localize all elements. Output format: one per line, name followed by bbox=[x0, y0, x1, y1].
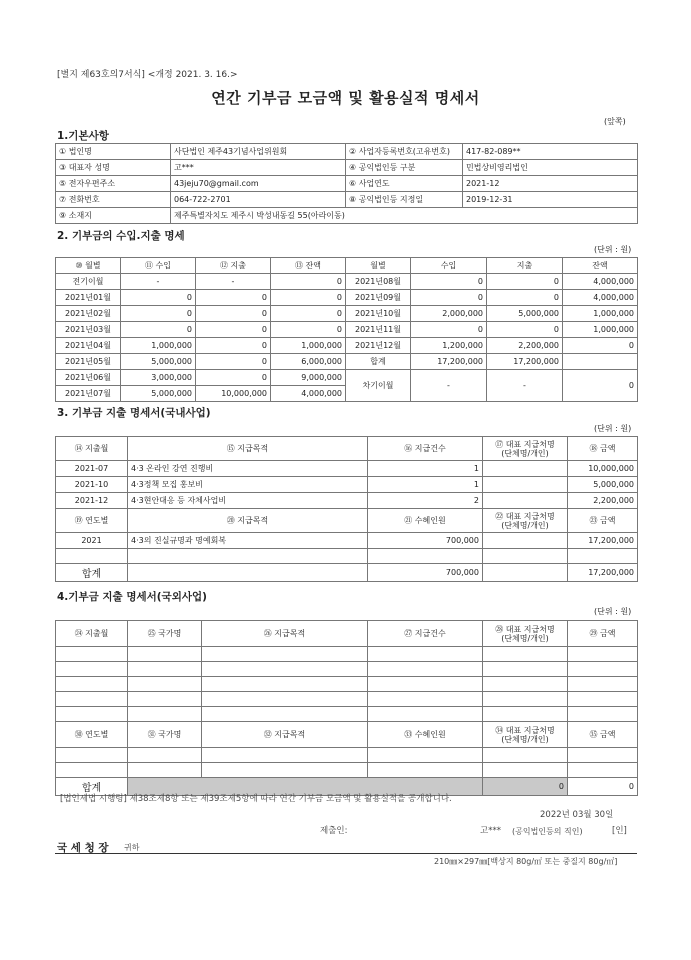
empty-cell bbox=[202, 662, 368, 677]
column-header: ㉜ 지급목적 bbox=[202, 722, 368, 748]
income-row bbox=[56, 274, 638, 290]
expense-cell: 0 bbox=[196, 322, 271, 338]
expense-amount: 10,000,000 bbox=[568, 461, 638, 477]
income-cell: 5,000,000 bbox=[121, 386, 196, 402]
expense-cell: 10,000,000 bbox=[196, 386, 271, 402]
empty-cell bbox=[568, 692, 638, 707]
expense-cell: 0 bbox=[487, 322, 563, 338]
domestic-blank-row bbox=[56, 549, 638, 564]
overseas-blank-row bbox=[56, 748, 638, 763]
income-cell: 0 bbox=[411, 290, 487, 306]
expense-purpose: 4·3현안대응 등 자체사업비 bbox=[128, 493, 368, 509]
empty-cell bbox=[56, 662, 128, 677]
empty-cell bbox=[202, 692, 368, 707]
domestic-row bbox=[56, 477, 638, 493]
column-header: ㉟ 금액 bbox=[568, 722, 638, 748]
section-overseas-heading: 4.기부금 지출 명세서(국외사업) bbox=[57, 591, 207, 603]
month-cell: 2021년02월 bbox=[56, 306, 121, 322]
column-header: ㉗ 지급건수 bbox=[368, 621, 483, 647]
column-header: ⑰ 대표 지급처명 (단체명/개인) bbox=[483, 437, 568, 461]
column-header: ⑩ 월별 bbox=[56, 258, 121, 274]
balance-cell: 0 bbox=[563, 338, 638, 354]
overseas-blank-row bbox=[56, 692, 638, 707]
empty-cell bbox=[56, 707, 128, 722]
domestic-unit: (단위 : 원) bbox=[594, 424, 632, 433]
seal-mark: [인] bbox=[612, 826, 627, 836]
empty-cell bbox=[56, 549, 128, 564]
beneficiaries: 700,000 bbox=[368, 533, 483, 549]
recipient-suffix: 귀하 bbox=[124, 843, 140, 852]
field-value: 43jeju70@gmail.com bbox=[171, 176, 346, 192]
field-label: ③ 대표자 성명 bbox=[56, 160, 171, 176]
empty-cell bbox=[368, 707, 483, 722]
document-title: 연간 기부금 모금액 및 활용실적 명세서 bbox=[211, 89, 480, 107]
empty-cell bbox=[128, 707, 202, 722]
paper-spec: 210㎜×297㎜[백상지 80g/㎡ 또는 중질지 80g/㎡] bbox=[434, 857, 618, 866]
expense-month: 2021-07 bbox=[56, 461, 128, 477]
expense-cell: 5,000,000 bbox=[487, 306, 563, 322]
front-page-label: (앞쪽) bbox=[604, 117, 626, 126]
month-cell: 합계 bbox=[346, 354, 411, 370]
field-label: ④ 공익법인등 구분 bbox=[346, 160, 463, 176]
empty-cell bbox=[483, 677, 568, 692]
overseas-expense-table bbox=[55, 620, 638, 796]
expense-cell: 0 bbox=[196, 338, 271, 354]
income-row bbox=[56, 370, 638, 386]
income-row bbox=[56, 338, 638, 354]
carry-balance: 0 bbox=[563, 370, 638, 402]
expense-purpose: 4·3정책 모집 홍보비 bbox=[128, 477, 368, 493]
column-header: ⑲ 연도별 bbox=[56, 509, 128, 533]
domestic-header2-row bbox=[56, 509, 638, 533]
month-cell: 2021년07월 bbox=[56, 386, 121, 402]
balance-cell: 1,000,000 bbox=[563, 306, 638, 322]
expense-cell: 0 bbox=[196, 354, 271, 370]
expense-year: 2021 bbox=[56, 533, 128, 549]
carry-income: - bbox=[411, 370, 487, 402]
expense-cell: 0 bbox=[196, 290, 271, 306]
empty-cell bbox=[368, 549, 483, 564]
column-header: ⑱ 금액 bbox=[568, 437, 638, 461]
income-header-row bbox=[56, 258, 638, 274]
expense-cell: 0 bbox=[487, 274, 563, 290]
expense-count: 1 bbox=[368, 477, 483, 493]
field-label: ⑤ 전자우편주소 bbox=[56, 176, 171, 192]
section-domestic-heading: 3. 기부금 지출 명세서(국내사업) bbox=[57, 407, 211, 419]
column-header: 지출 bbox=[487, 258, 563, 274]
balance-cell: 0 bbox=[271, 306, 346, 322]
basic-info-row bbox=[56, 176, 638, 192]
section-basic-heading: 1.기본사항 bbox=[57, 130, 109, 142]
domestic-total-row bbox=[56, 564, 638, 582]
empty-cell bbox=[368, 647, 483, 662]
column-header: ⑮ 지급목적 bbox=[128, 437, 368, 461]
empty-cell bbox=[56, 647, 128, 662]
recipient: 국 세 청 장 bbox=[57, 842, 109, 854]
income-row bbox=[56, 322, 638, 338]
field-value: 고*** bbox=[171, 160, 346, 176]
empty-cell bbox=[202, 707, 368, 722]
expense-cell: 0 bbox=[196, 370, 271, 386]
column-header: ㉙ 금액 bbox=[568, 621, 638, 647]
balance-cell: 4,000,000 bbox=[563, 274, 638, 290]
column-header: ⑪ 수입 bbox=[121, 258, 196, 274]
basic-info-table bbox=[55, 143, 638, 224]
empty-cell bbox=[128, 692, 202, 707]
empty-cell bbox=[56, 677, 128, 692]
empty-cell bbox=[483, 692, 568, 707]
expense-count: 1 bbox=[368, 461, 483, 477]
expense-purpose: 4·3 온라인 강연 진행비 bbox=[128, 461, 368, 477]
field-value: 제주특별자치도 제주시 박성내동길 55(아라이동) bbox=[171, 208, 638, 224]
column-header: 잔액 bbox=[563, 258, 638, 274]
empty-cell bbox=[368, 662, 483, 677]
submitter-name: 고*** bbox=[480, 826, 501, 836]
empty-cell bbox=[568, 707, 638, 722]
balance-cell: 1,000,000 bbox=[563, 322, 638, 338]
expense-purpose: 4·3의 진실규명과 명예회복 bbox=[128, 533, 368, 549]
income-cell: 2,000,000 bbox=[411, 306, 487, 322]
empty-cell bbox=[368, 692, 483, 707]
balance-cell: 0 bbox=[271, 322, 346, 338]
balance-cell: 1,000,000 bbox=[271, 338, 346, 354]
expense-cell: 17,200,000 bbox=[487, 354, 563, 370]
empty-cell bbox=[56, 748, 128, 763]
expense-cell: 0 bbox=[196, 306, 271, 322]
balance-cell: 0 bbox=[271, 274, 346, 290]
balance-cell: 4,000,000 bbox=[563, 290, 638, 306]
field-label: ⑥ 사업연도 bbox=[346, 176, 463, 192]
empty-cell bbox=[568, 662, 638, 677]
empty-cell bbox=[368, 748, 483, 763]
expense-payee bbox=[483, 533, 568, 549]
empty-cell bbox=[128, 677, 202, 692]
field-value: 417-82-089** bbox=[463, 144, 638, 160]
income-expense-table bbox=[55, 257, 638, 402]
expense-amount: 2,200,000 bbox=[568, 493, 638, 509]
empty-cell bbox=[483, 662, 568, 677]
column-header: ⑬ 잔액 bbox=[271, 258, 346, 274]
expense-cell: 2,200,000 bbox=[487, 338, 563, 354]
column-header: ㉘ 대표 지급처명 (단체명/개인) bbox=[483, 621, 568, 647]
field-value: 064-722-2701 bbox=[171, 192, 346, 208]
domestic-row bbox=[56, 461, 638, 477]
column-header: 월별 bbox=[346, 258, 411, 274]
empty-cell bbox=[568, 647, 638, 662]
total-amount: 17,200,000 bbox=[568, 564, 638, 582]
column-header: ㉑ 수혜인원 bbox=[368, 509, 483, 533]
total-amount: 0 bbox=[568, 778, 638, 796]
income-cell: 5,000,000 bbox=[121, 354, 196, 370]
total-payee bbox=[483, 564, 568, 582]
carry-expense: - bbox=[487, 370, 563, 402]
expense-cell: - bbox=[196, 274, 271, 290]
section-income-heading: 2. 기부금의 수입.지출 명세 bbox=[57, 230, 185, 242]
field-label: ⑦ 전화번호 bbox=[56, 192, 171, 208]
submitter-label: 제출인: bbox=[320, 826, 348, 836]
empty-cell bbox=[128, 549, 368, 564]
footer-divider bbox=[55, 853, 637, 854]
submitter-note: (공익법인등의 직인) bbox=[512, 827, 583, 836]
empty-cell bbox=[368, 677, 483, 692]
month-cell: 2021년05월 bbox=[56, 354, 121, 370]
overseas-blank-row bbox=[56, 647, 638, 662]
empty-cell bbox=[128, 662, 202, 677]
overseas-header2-row bbox=[56, 722, 638, 748]
income-cell: 0 bbox=[411, 322, 487, 338]
empty-cell bbox=[202, 677, 368, 692]
overseas-header-row bbox=[56, 621, 638, 647]
empty-cell bbox=[56, 763, 128, 778]
expense-payee bbox=[483, 493, 568, 509]
income-cell: 1,200,000 bbox=[411, 338, 487, 354]
basic-info-row bbox=[56, 144, 638, 160]
column-header: ㉒ 대표 지급처명 (단체명/개인) bbox=[483, 509, 568, 533]
field-value: 2019-12-31 bbox=[463, 192, 638, 208]
overseas-unit: (단위 : 원) bbox=[594, 607, 632, 616]
column-header: ㉕ 국가명 bbox=[128, 621, 202, 647]
overseas-spacer-row bbox=[56, 707, 638, 722]
empty-cell bbox=[202, 647, 368, 662]
income-cell: 17,200,000 bbox=[411, 354, 487, 370]
field-label: ② 사업자등록번호(고유번호) bbox=[346, 144, 463, 160]
empty-cell bbox=[202, 748, 368, 763]
law-statement: [법인세법 시행령] 제38조제8항 또는 제39조제5항에 따라 연간 기부금 모금액 및 활용실적을 공개합니다. bbox=[60, 794, 452, 804]
income-row bbox=[56, 290, 638, 306]
empty-cell bbox=[483, 549, 568, 564]
income-cell: 0 bbox=[121, 322, 196, 338]
empty-cell bbox=[56, 692, 128, 707]
month-cell: 2021년03월 bbox=[56, 322, 121, 338]
expense-month: 2021-10 bbox=[56, 477, 128, 493]
balance-cell: 4,000,000 bbox=[271, 386, 346, 402]
balance-cell bbox=[563, 354, 638, 370]
column-header: ⑫ 지출 bbox=[196, 258, 271, 274]
column-header: ㉖ 지급목적 bbox=[202, 621, 368, 647]
column-header: ㉓ 금액 bbox=[568, 509, 638, 533]
empty-cell bbox=[202, 763, 368, 778]
income-cell: 0 bbox=[411, 274, 487, 290]
column-header: ⑳ 지급목적 bbox=[128, 509, 368, 533]
empty-cell bbox=[568, 549, 638, 564]
expense-amount: 17,200,000 bbox=[568, 533, 638, 549]
column-header: ㉝ 수혜인원 bbox=[368, 722, 483, 748]
month-cell: 2021년08월 bbox=[346, 274, 411, 290]
field-label: ① 법인명 bbox=[56, 144, 171, 160]
total-beneficiaries: 700,000 bbox=[368, 564, 483, 582]
address-row bbox=[56, 208, 638, 224]
expense-count: 2 bbox=[368, 493, 483, 509]
empty-cell bbox=[483, 647, 568, 662]
column-header: ㉔ 지출월 bbox=[56, 621, 128, 647]
column-header: ㉛ 국가명 bbox=[128, 722, 202, 748]
domestic-year-row bbox=[56, 533, 638, 549]
overseas-blank-row bbox=[56, 763, 638, 778]
income-row bbox=[56, 354, 638, 370]
field-value: 사단법인 제주43기념사업위원회 bbox=[171, 144, 346, 160]
income-cell: 1,000,000 bbox=[121, 338, 196, 354]
month-cell: 2021년01월 bbox=[56, 290, 121, 306]
expense-payee bbox=[483, 461, 568, 477]
overseas-blank-row bbox=[56, 677, 638, 692]
empty-cell bbox=[568, 763, 638, 778]
expense-month: 2021-12 bbox=[56, 493, 128, 509]
field-value: 민법상비영리법인 bbox=[463, 160, 638, 176]
basic-info-row bbox=[56, 192, 638, 208]
total-label: 합계 bbox=[56, 778, 128, 796]
carry-label: 차기이월 bbox=[346, 370, 411, 402]
empty-cell bbox=[483, 763, 568, 778]
column-header: ㉚ 연도별 bbox=[56, 722, 128, 748]
column-header: ⑯ 지급건수 bbox=[368, 437, 483, 461]
overseas-blank-row bbox=[56, 662, 638, 677]
month-cell: 2021년04월 bbox=[56, 338, 121, 354]
empty-cell bbox=[128, 647, 202, 662]
month-cell: 2021년11월 bbox=[346, 322, 411, 338]
income-cell: - bbox=[121, 274, 196, 290]
field-label: ⑨ 소재지 bbox=[56, 208, 171, 224]
total-purpose bbox=[128, 564, 368, 582]
month-cell: 2021년10월 bbox=[346, 306, 411, 322]
empty-cell bbox=[128, 748, 202, 763]
empty-cell bbox=[128, 763, 202, 778]
expense-payee bbox=[483, 477, 568, 493]
income-cell: 3,000,000 bbox=[121, 370, 196, 386]
total-count: 0 bbox=[483, 778, 568, 796]
domestic-row bbox=[56, 493, 638, 509]
form-number: [별지 제63호의7서식] <개정 2021. 3. 16.> bbox=[57, 70, 238, 80]
balance-cell: 6,000,000 bbox=[271, 354, 346, 370]
empty-cell bbox=[483, 707, 568, 722]
total-label: 합계 bbox=[56, 564, 128, 582]
column-header: ㉞ 대표 지급처명 (단체명/개인) bbox=[483, 722, 568, 748]
month-cell: 전기이월 bbox=[56, 274, 121, 290]
domestic-header-row bbox=[56, 437, 638, 461]
month-cell: 2021년09월 bbox=[346, 290, 411, 306]
column-header: 수입 bbox=[411, 258, 487, 274]
balance-cell: 9,000,000 bbox=[271, 370, 346, 386]
income-cell: 0 bbox=[121, 306, 196, 322]
income-unit: (단위 : 원) bbox=[594, 245, 632, 254]
month-cell: 2021년06월 bbox=[56, 370, 121, 386]
empty-cell bbox=[483, 748, 568, 763]
month-cell: 2021년12월 bbox=[346, 338, 411, 354]
empty-cell bbox=[568, 748, 638, 763]
expense-amount: 5,000,000 bbox=[568, 477, 638, 493]
balance-cell: 0 bbox=[271, 290, 346, 306]
income-cell: 0 bbox=[121, 290, 196, 306]
submit-date: 2022년 03월 30일 bbox=[540, 810, 614, 820]
field-value: 2021-12 bbox=[463, 176, 638, 192]
domestic-expense-table bbox=[55, 436, 638, 582]
empty-cell bbox=[568, 677, 638, 692]
basic-info-row bbox=[56, 160, 638, 176]
empty-cell bbox=[368, 763, 483, 778]
expense-cell: 0 bbox=[487, 290, 563, 306]
column-header: ⑭ 지출월 bbox=[56, 437, 128, 461]
income-row bbox=[56, 306, 638, 322]
field-label: ⑧ 공익법인등 지정일 bbox=[346, 192, 463, 208]
